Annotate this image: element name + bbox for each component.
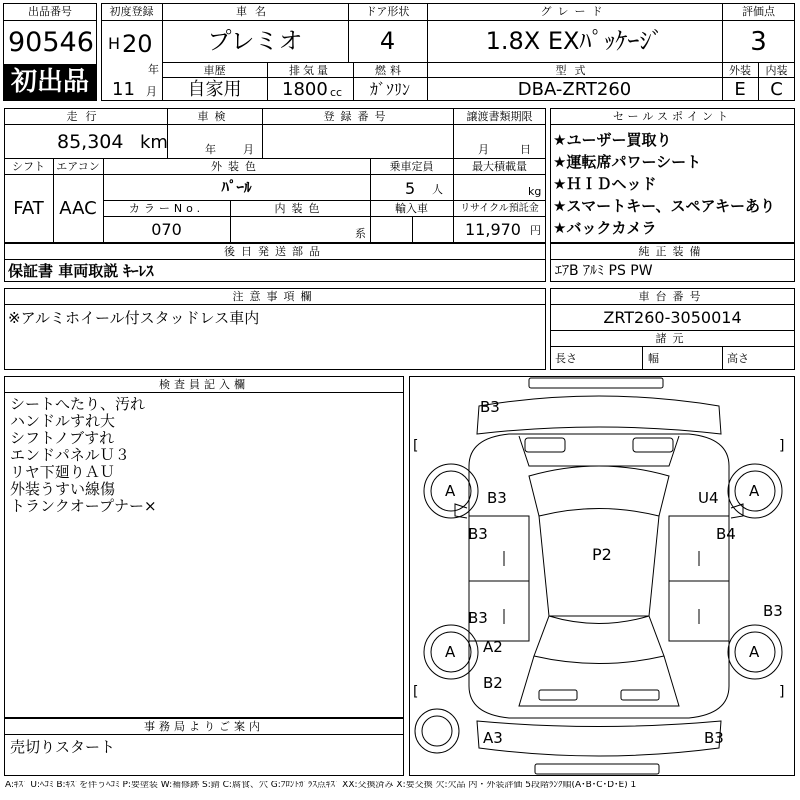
- color-no: 070: [151, 220, 182, 239]
- later-items-text: 保証書 車両取説 ｷｰﾚｽ: [8, 262, 154, 280]
- color: ﾊﾟｰﾙ: [221, 178, 252, 196]
- damage-mark-left-front-door: B3: [468, 525, 488, 543]
- legend: A:ｷｽﾞ U:ﾍｺﾐ B:ｷｽﾞを伴うﾍｺﾐ P:要塗装 W:補修跡 S:錆 C:腐食、穴 G:ﾌﾛﾝﾄｶﾞﾗｽ点ｷｽﾞ XX:交換済み X:要交換 欠:欠品 内・外装評価 5段階ﾗﾝｸ順(A･B･C･D･E) 1: [5, 781, 637, 790]
- inspection-label: 車検: [197, 110, 232, 123]
- load-unit: kg: [528, 185, 542, 198]
- svg-text:]: ]: [779, 438, 785, 454]
- chassis-number: ZRT260-3050014: [603, 308, 742, 327]
- ac: AAC: [59, 198, 97, 219]
- mileage-label: 走行: [66, 110, 105, 123]
- office-title: 事務局よりご案内: [144, 720, 264, 733]
- first-reg-label: 初度登録: [109, 5, 154, 18]
- doors-label: ドア形状: [365, 5, 410, 18]
- color-label: 外装色: [211, 160, 262, 173]
- svg-text:[: [: [413, 684, 419, 700]
- lot-label: 出品番号: [28, 5, 72, 18]
- doors: 4: [379, 27, 396, 55]
- equipment-title: 純正装備: [638, 245, 707, 258]
- mileage: 85,304: [57, 131, 124, 153]
- grade-label: グレード: [540, 5, 609, 18]
- inspection-year-unit: 年: [205, 143, 216, 156]
- reg-month: 11: [112, 79, 135, 100]
- damage-mark-rear-left: A3: [483, 729, 503, 747]
- capacity-label: 乗車定員: [389, 160, 434, 173]
- damage-mark-left-rear: B2: [483, 674, 503, 692]
- sales-point-item: ★運転席パワーシート: [553, 153, 702, 171]
- displacement: 1800: [282, 79, 328, 100]
- transfer-month-unit: 月: [478, 143, 489, 156]
- inspector-line: ハンドルすれ大: [10, 412, 116, 430]
- tire-mark-rear-left: A: [445, 643, 456, 661]
- sales-point-item: ★ＨＩＤヘッド: [553, 175, 657, 193]
- shift-label: シフト: [12, 160, 45, 173]
- sales-point-item: ★バックカメラ: [553, 219, 657, 237]
- svg-text:]: ]: [779, 684, 785, 700]
- inspector-line: シートへたり、汚れ: [10, 395, 146, 413]
- transfer-day-unit: 日: [520, 143, 531, 156]
- mileage-unit: km: [140, 132, 168, 153]
- later-items-title: 後日発送部品: [224, 245, 326, 258]
- displacement-label: 排気量: [289, 64, 331, 77]
- tire-mark-front-left: A: [445, 482, 456, 500]
- car-name-label: 車名: [236, 5, 274, 18]
- inspector-title: 検査員記入欄: [159, 378, 249, 391]
- notes-title: 注意事項欄: [232, 290, 318, 303]
- interior-grade: C: [770, 79, 783, 100]
- office-text: 売切りスタート: [10, 738, 116, 756]
- recycle: 11,970: [465, 220, 521, 239]
- history: 自家用: [187, 79, 242, 100]
- damage-mark-right-fender: U4: [698, 489, 719, 507]
- damage-mark-left-fender: B3: [487, 489, 507, 507]
- load-label: 最大積載量: [472, 160, 527, 173]
- tire-mark-front-right: A: [749, 482, 760, 500]
- import-label: 輸入車: [395, 202, 428, 215]
- score: 3: [750, 27, 767, 57]
- inspector-line: 外装うすい線傷: [10, 480, 116, 498]
- exterior-grade: E: [734, 79, 746, 100]
- height-label: 高さ: [727, 352, 749, 365]
- shift: FAT: [13, 198, 44, 219]
- transfer-label: 譲渡書類期限: [466, 110, 533, 123]
- damage-mark-front-bumper: B3: [480, 398, 500, 416]
- model: DBA-ZRT260: [517, 79, 632, 100]
- equipment-text: ｴｱB ｱﾙﾐ PS PW: [555, 263, 653, 279]
- sales-points-title: セールスポイント: [612, 110, 732, 123]
- damage-mark-roof: P2: [592, 545, 612, 564]
- tire-mark-rear-right: A: [749, 643, 760, 661]
- interior-label: 内装: [765, 64, 788, 77]
- damage-mark-left-quarter: A2: [483, 638, 503, 656]
- history-label: 車歴: [203, 64, 226, 77]
- displacement-unit: cc: [330, 86, 343, 99]
- inspector-line: リヤ下廻りＡＵ: [10, 463, 115, 481]
- reg-year: 20: [122, 30, 153, 58]
- recycle-unit: 円: [530, 224, 541, 237]
- fuel: ｶﾞｿﾘﾝ: [369, 80, 410, 99]
- notes-text: ※アルミホイール付スタッドレス車内: [8, 309, 260, 327]
- month-unit: 月: [146, 85, 157, 98]
- grade: 1.8X EXﾊﾟｯｹｰｼﾞ: [485, 27, 664, 55]
- inspector-line: シフトノブすれ: [10, 429, 115, 447]
- sales-point-item: ★ユーザー買取り: [553, 131, 672, 149]
- fuel-label: 燃料: [375, 64, 405, 77]
- score-label: 評価点: [742, 5, 775, 18]
- svg-text:[: [: [413, 438, 419, 454]
- exterior-label: 外装: [729, 64, 751, 77]
- int-color-unit: 系: [355, 227, 366, 240]
- lot-number: 90546: [8, 27, 94, 58]
- damage-mark-right-front-door: B4: [716, 525, 736, 543]
- year-unit: 年: [148, 63, 159, 76]
- color-no-label: カラーNo.: [128, 202, 205, 215]
- damage-mark-left-rear-door: B3: [468, 609, 488, 627]
- capacity-unit: 人: [432, 183, 443, 196]
- chassis-title: 車台番号: [638, 290, 707, 303]
- length-label: 長さ: [555, 352, 577, 365]
- recycle-label: リサイクル預託金: [460, 203, 539, 214]
- era: H: [108, 34, 121, 53]
- model-label: 型式: [555, 64, 594, 77]
- dims-title: 諸元: [655, 332, 690, 345]
- inspection-month-unit: 月: [243, 143, 254, 156]
- damage-mark-right-quarter: B3: [763, 602, 783, 620]
- inspector-line: エンドパネルＵ３: [10, 446, 130, 464]
- reg-no-label: 登録番号: [323, 110, 392, 123]
- damage-mark-rear-right: B3: [704, 729, 724, 747]
- ac-label: エアコン: [56, 160, 100, 173]
- car-diagram: [409, 376, 795, 776]
- width-label: 幅: [648, 352, 659, 365]
- inspector-line: トランクオープナー×: [10, 497, 157, 515]
- capacity: 5: [405, 179, 416, 198]
- car-name: プレミオ: [207, 27, 303, 55]
- sales-point-item: ★スマートキー、スペアキーあり: [553, 197, 775, 215]
- int-color-label: 内装色: [274, 202, 326, 215]
- first-listing-badge: 初出品: [4, 64, 96, 100]
